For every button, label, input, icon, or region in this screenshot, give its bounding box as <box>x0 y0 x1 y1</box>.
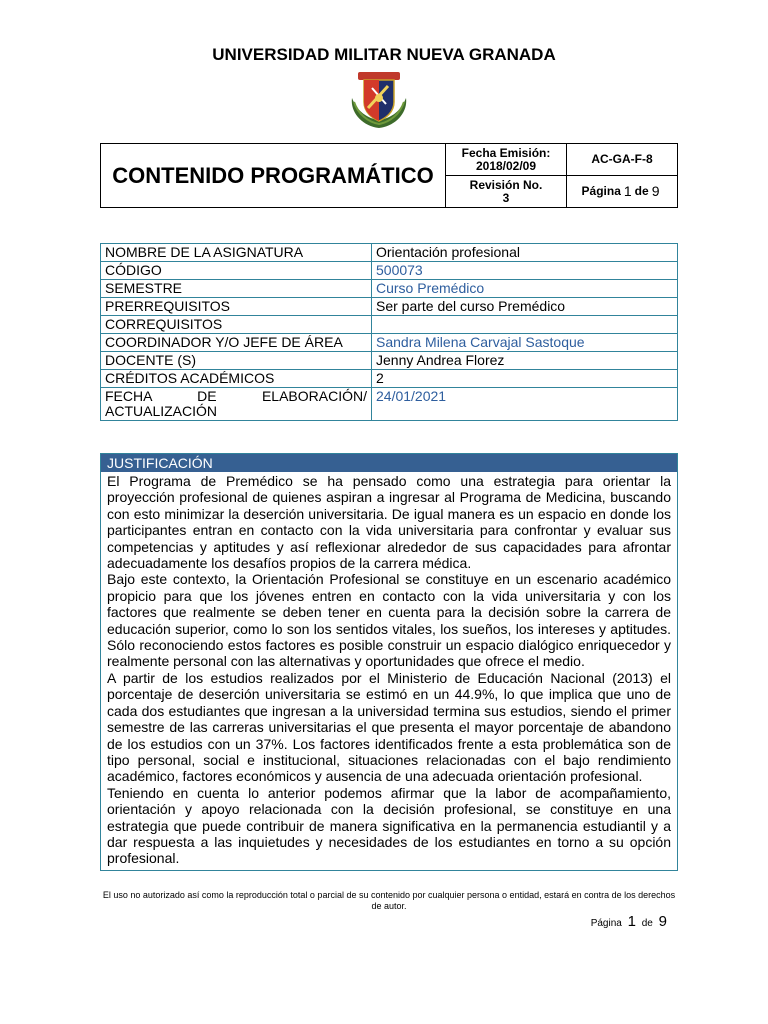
course-info-table <box>100 243 678 421</box>
justification-heading: JUSTIFICACIÓN <box>101 454 677 472</box>
page-word: Página <box>581 184 621 198</box>
table-row <box>101 370 678 388</box>
row-value: Orientación profesional <box>372 244 678 262</box>
row-label: CÓDIGO <box>101 262 372 280</box>
row-value: Sandra Milena Carvajal Sastoque <box>372 334 678 352</box>
row-label: FECHA DE ELABORACIÓN/ ACTUALIZACIÓN <box>101 388 372 421</box>
revision-label: Revisión No. <box>469 177 543 192</box>
copyright-notice: El uso no autorizado así como la reproducción total o parcial de su contenido por cualquier persona o entidad, estará en contra de los derechos de autor. <box>102 890 676 911</box>
page-word: Página <box>590 918 622 929</box>
revision-cell <box>446 176 567 207</box>
page-total: 9 <box>658 913 667 930</box>
page-indicator <box>567 176 677 207</box>
table-row <box>101 280 678 298</box>
table-row <box>101 298 678 316</box>
row-value: 2 <box>372 370 678 388</box>
page-total: 9 <box>651 183 660 199</box>
table-row <box>101 316 678 334</box>
page-of: de <box>634 184 649 198</box>
page-of: de <box>641 918 653 929</box>
page-number: 1 <box>623 183 632 199</box>
page-number: 1 <box>627 913 636 930</box>
row-label: PRERREQUISITOS <box>101 298 372 316</box>
row-label: CRÉDITOS ACADÉMICOS <box>101 370 372 388</box>
issue-date-cell <box>446 144 567 176</box>
row-value: 24/01/2021 <box>372 388 678 421</box>
table-row <box>101 352 678 370</box>
row-label: NOMBRE DE LA ASIGNATURA <box>101 244 372 262</box>
justification-body <box>101 472 677 870</box>
paragraph: A partir de los estudios realizados por el Ministerio de Educación Nacional (2013) el porcentaje de deserción universitaria se estimó en un 44.9%, lo que implica que uno de cada dos estudiantes que ingresan a la universidad termina sus estudios, siendo el primer semestre de las carreras universitarias el que presenta el mayor porcentaje de abandono de los estudios con un 37%. Los factores identificados frente a esta problemática son de tipo personal, social e institucional, situaciones relacionadas con el bajo rendimiento académico, factores económicos y ausencia de una adecuada orientación profesional. <box>107 669 671 785</box>
row-value: Jenny Andrea Florez <box>372 352 678 370</box>
revision-value: 3 <box>502 190 510 205</box>
table-row <box>101 244 678 262</box>
row-value: Ser parte del curso Premédico <box>372 298 678 316</box>
paragraph: Bajo este contexto, la Orientación Profesional se constituye en un escenario académico propicio para que los jóvenes entren en contacto con la vida universitaria y con los factores que realmente se deben tener en cuenta para la decisión sobre la carrera de educación superior, como lo son los sentidos vitales, los sueños, los intereses y aptitudes. Sólo reconociendo estos factores es posible construir un espacio dialógico enriquecedor y realmente personal con las alternativas y oportunidades que ofrece el medio. <box>107 571 671 670</box>
paragraph: El Programa de Premédico se ha pensado como una estrategia para orientar la proyección profesional de quienes aspiran a ingresar al Programa de Medicina, buscando con esto minimizar la deserción universitaria. De igual manera es un espacio en donde los participantes entran en contacto con la vida universitaria para confrontar y evaluar sus competencias y aptitudes y así reflexionar alrededor de sus capacidades para afrontar adecuadamente los desafíos propios de la carrera médica. <box>107 473 671 572</box>
document-header-box <box>100 143 678 208</box>
justification-section <box>100 453 678 871</box>
row-value: 500073 <box>372 262 678 280</box>
university-title: UNIVERSIDAD MILITAR NUEVA GRANADA <box>212 45 556 64</box>
table-row <box>101 262 678 280</box>
row-label: SEMESTRE <box>101 280 372 298</box>
university-crest-logo <box>348 68 410 132</box>
row-label: DOCENTE (S) <box>101 352 372 370</box>
document-title: CONTENIDO PROGRAMÁTICO <box>101 144 446 207</box>
row-label: CORREQUISITOS <box>101 316 372 334</box>
issue-date-label: Fecha Emisión: <box>461 145 551 160</box>
row-value: Curso Premédico <box>372 280 678 298</box>
paragraph: Teniendo en cuenta lo anterior podemos afirmar que la labor de acompañamiento, orientación y apoyo relacionada con la decisión profesional, se constituye en una estrategia que puede contribuir de manera significativa en la permanencia estudiantil y a dar respuesta a las inquietudes y necesidades de los estudiantes en torno a su opción profesional. <box>107 784 671 867</box>
issue-date-value: 2018/02/09 <box>475 158 537 173</box>
table-row <box>101 334 678 352</box>
row-value <box>372 316 678 334</box>
table-row <box>101 388 678 421</box>
row-label: COORDINADOR Y/O JEFE DE ÁREA <box>101 334 372 352</box>
footer-page-indicator <box>560 913 670 930</box>
document-code: AC-GA-F-8 <box>567 144 677 176</box>
